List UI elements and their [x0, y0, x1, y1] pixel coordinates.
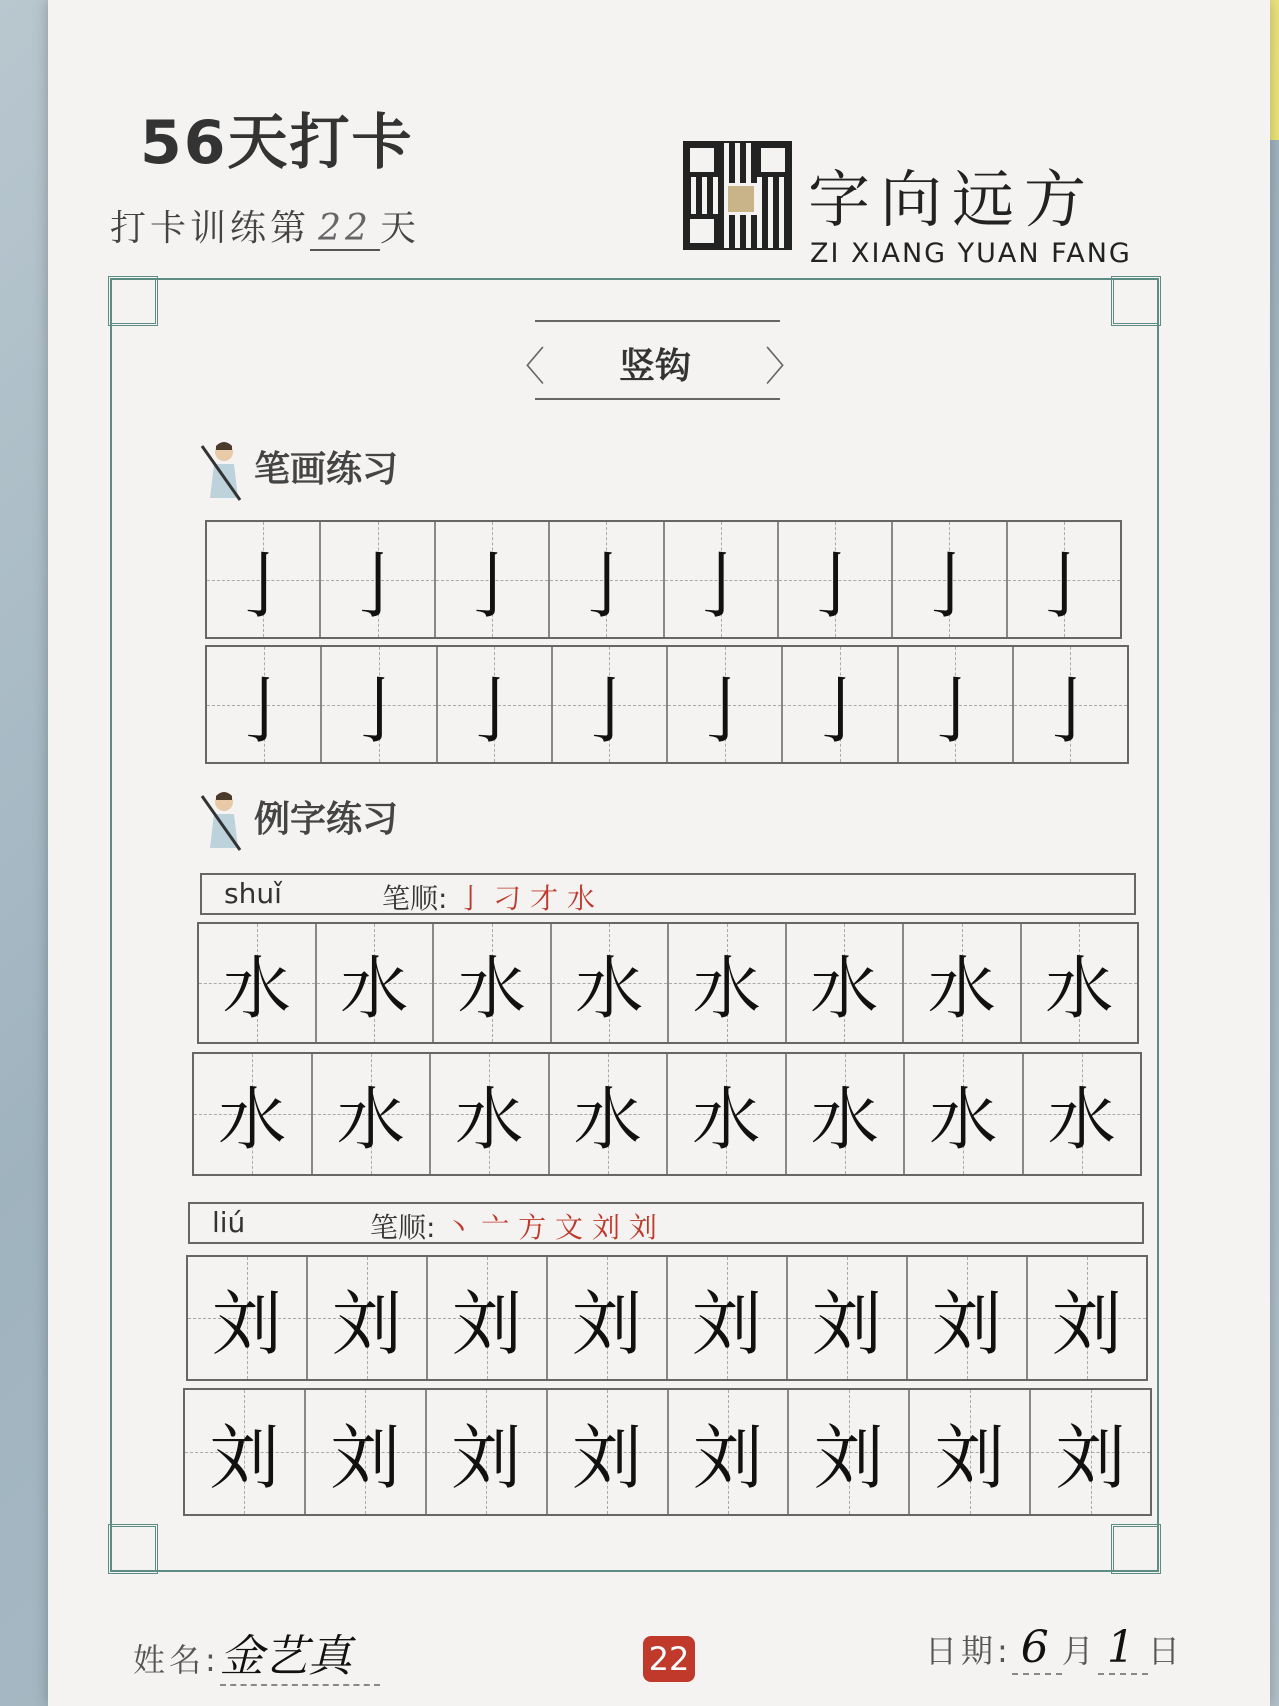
practice-cell — [668, 647, 783, 762]
handwritten-glyph: 刘 — [813, 1416, 884, 1499]
practice-cell — [669, 924, 787, 1042]
page-number-badge: 22 — [643, 1636, 695, 1682]
handwritten-glyph: 刘 — [451, 1416, 522, 1499]
word-1-grid-row-1 — [197, 922, 1139, 1044]
corner-ornament — [108, 276, 158, 326]
word-2-grid-row-2 — [183, 1388, 1152, 1516]
practice-cell — [910, 1390, 1031, 1514]
stroke-order-label: 笔顺: — [370, 1211, 436, 1244]
practice-cell — [899, 647, 1014, 762]
handwritten-glyph: 亅 — [913, 543, 986, 628]
practice-cell — [431, 1054, 550, 1174]
stroke-grid-row-2 — [205, 645, 1129, 764]
example-practice-label: 例字练习 — [254, 799, 399, 840]
brand-pinyin: ZI XIANG YUAN FANG — [810, 238, 1132, 269]
day-counter — [110, 200, 420, 251]
word-1-stroke-order — [382, 877, 595, 917]
stroke-practice-label: 笔画练习 — [254, 449, 399, 490]
handwritten-glyph: 刘 — [209, 1416, 280, 1499]
handwritten-glyph: 亅 — [1034, 668, 1107, 753]
stroke-order-label: 笔顺: — [382, 882, 448, 915]
practice-cell — [321, 522, 435, 637]
practice-cell — [789, 1390, 910, 1514]
day-prefix: 打卡训练第 — [110, 208, 311, 249]
name-label: 姓名: — [133, 1641, 220, 1679]
handwritten-glyph: 刘 — [572, 1416, 643, 1499]
practice-cell — [434, 924, 552, 1042]
handwritten-glyph: 水 — [457, 949, 526, 1029]
name-value: 金艺真 — [220, 1620, 380, 1686]
example-practice-heading — [200, 790, 398, 852]
month-label: 月 — [1061, 1632, 1098, 1670]
practice-cell — [669, 1390, 790, 1514]
practice-cell — [548, 1257, 668, 1379]
handwritten-glyph: 亅 — [799, 543, 872, 628]
practice-cell — [207, 522, 321, 637]
practice-cell — [427, 1390, 548, 1514]
practice-cell — [904, 924, 1022, 1042]
handwritten-glyph: 刘 — [692, 1282, 762, 1365]
brand-name: 字向远方 — [808, 163, 1097, 236]
student-with-brush-icon — [200, 440, 244, 502]
practice-cell — [188, 1257, 308, 1379]
practice-cell — [779, 522, 893, 637]
practice-cell — [788, 1257, 908, 1379]
practice-cell — [428, 1257, 548, 1379]
word-1-pinyin: shuǐ — [224, 877, 282, 910]
practice-cell — [787, 1054, 906, 1174]
corner-ornament — [1111, 276, 1161, 326]
practice-cell — [668, 1054, 787, 1174]
practice-cell — [893, 522, 1007, 637]
handwritten-glyph: 刘 — [932, 1282, 1002, 1365]
practice-cell — [1024, 1054, 1141, 1174]
practice-cell — [665, 522, 779, 637]
page-title: 56天打卡 — [140, 108, 414, 178]
stroke-order-steps: 丶 亠 方 文 刘 刘 — [444, 1211, 657, 1244]
practice-cell — [207, 647, 322, 762]
corner-ornament — [1111, 1524, 1161, 1574]
handwritten-glyph: 亅 — [227, 543, 300, 628]
word-1-info-bar — [200, 873, 1136, 915]
handwritten-glyph: 水 — [218, 1080, 287, 1160]
day-suffix: 天 — [380, 208, 421, 249]
handwritten-glyph: 刘 — [692, 1416, 763, 1499]
day-label: 日 — [1147, 1632, 1184, 1670]
date-day: 1 — [1098, 1622, 1148, 1675]
handwritten-glyph: 水 — [455, 1080, 524, 1160]
handwritten-glyph: 水 — [575, 949, 644, 1029]
handwritten-glyph: 亅 — [803, 668, 876, 753]
practice-cell — [185, 1390, 306, 1514]
word-2-grid-row-1 — [186, 1255, 1148, 1381]
practice-cell — [668, 1257, 788, 1379]
stroke-order-steps: 亅 刁 才 水 — [456, 882, 596, 915]
handwritten-glyph: 刘 — [1052, 1282, 1122, 1365]
handwritten-glyph: 亅 — [688, 668, 761, 753]
handwritten-glyph: 亅 — [227, 668, 300, 753]
practice-cell — [783, 647, 898, 762]
handwritten-glyph: 水 — [573, 1080, 642, 1160]
practice-cell — [552, 924, 670, 1042]
handwritten-glyph: 水 — [1047, 1080, 1116, 1160]
handwritten-glyph: 水 — [929, 1080, 998, 1160]
handwritten-glyph: 亅 — [342, 668, 415, 753]
handwritten-glyph: 亅 — [919, 668, 992, 753]
practice-cell — [436, 522, 550, 637]
name-field — [133, 1620, 380, 1686]
date-label: 日期: — [925, 1632, 1012, 1670]
handwritten-glyph: 刘 — [212, 1282, 282, 1365]
stroke-practice-heading — [200, 440, 398, 502]
practice-cell — [308, 1257, 428, 1379]
practice-cell — [1014, 647, 1127, 762]
handwritten-glyph: 水 — [336, 1080, 405, 1160]
practice-cell — [553, 647, 668, 762]
practice-cell — [1008, 522, 1120, 637]
practice-cell — [194, 1054, 313, 1174]
handwritten-glyph: 水 — [810, 1080, 879, 1160]
stroke-grid-row-1 — [205, 520, 1122, 639]
word-2-stroke-order — [370, 1206, 657, 1246]
practice-cell — [550, 522, 664, 637]
corner-ornament — [108, 1524, 158, 1574]
practice-cell — [317, 924, 435, 1042]
practice-cell — [313, 1054, 432, 1174]
handwritten-glyph: 刘 — [332, 1282, 402, 1365]
practice-cell — [322, 647, 437, 762]
lesson-banner: 〈 〉 竖钩 — [505, 320, 805, 400]
practice-cell — [905, 1054, 1024, 1174]
handwritten-glyph: 水 — [692, 949, 761, 1029]
practice-cell — [548, 1390, 669, 1514]
practice-cell — [438, 647, 553, 762]
handwritten-glyph: 水 — [810, 949, 879, 1029]
student-with-brush-icon — [200, 790, 244, 852]
practice-cell — [1028, 1257, 1146, 1379]
practice-cell — [1022, 924, 1138, 1042]
word-1-grid-row-2 — [192, 1052, 1142, 1176]
handwritten-glyph: 水 — [340, 949, 409, 1029]
handwritten-glyph: 水 — [692, 1080, 761, 1160]
handwritten-glyph: 刘 — [330, 1416, 401, 1499]
practice-cell — [787, 924, 905, 1042]
handwritten-glyph: 亅 — [341, 543, 414, 628]
handwritten-glyph: 亅 — [1027, 543, 1100, 628]
handwritten-glyph: 水 — [222, 949, 291, 1029]
handwritten-glyph: 水 — [1045, 949, 1114, 1029]
date-month: 6 — [1012, 1622, 1062, 1675]
handwritten-glyph: 水 — [927, 949, 996, 1029]
handwritten-glyph: 刘 — [934, 1416, 1005, 1499]
handwritten-glyph: 亅 — [458, 668, 531, 753]
practice-cell — [908, 1257, 1028, 1379]
handwritten-glyph: 刘 — [452, 1282, 522, 1365]
handwritten-glyph: 刘 — [812, 1282, 882, 1365]
date-field — [925, 1622, 1184, 1675]
handwritten-glyph: 刘 — [1055, 1416, 1126, 1499]
practice-cell — [1031, 1390, 1150, 1514]
handwritten-glyph: 亅 — [573, 668, 646, 753]
practice-cell — [550, 1054, 669, 1174]
word-2-pinyin: liú — [212, 1206, 246, 1239]
handwritten-glyph: 亅 — [684, 543, 757, 628]
handwritten-glyph: 亅 — [455, 543, 528, 628]
handwritten-glyph: 亅 — [570, 543, 643, 628]
practice-cell — [306, 1390, 427, 1514]
practice-cell — [199, 924, 317, 1042]
qr-code-icon — [685, 143, 790, 248]
day-value: 22 — [310, 208, 380, 251]
lesson-title: 竖钩 — [618, 346, 691, 387]
handwritten-glyph: 刘 — [572, 1282, 642, 1365]
word-2-info-bar — [188, 1202, 1144, 1244]
